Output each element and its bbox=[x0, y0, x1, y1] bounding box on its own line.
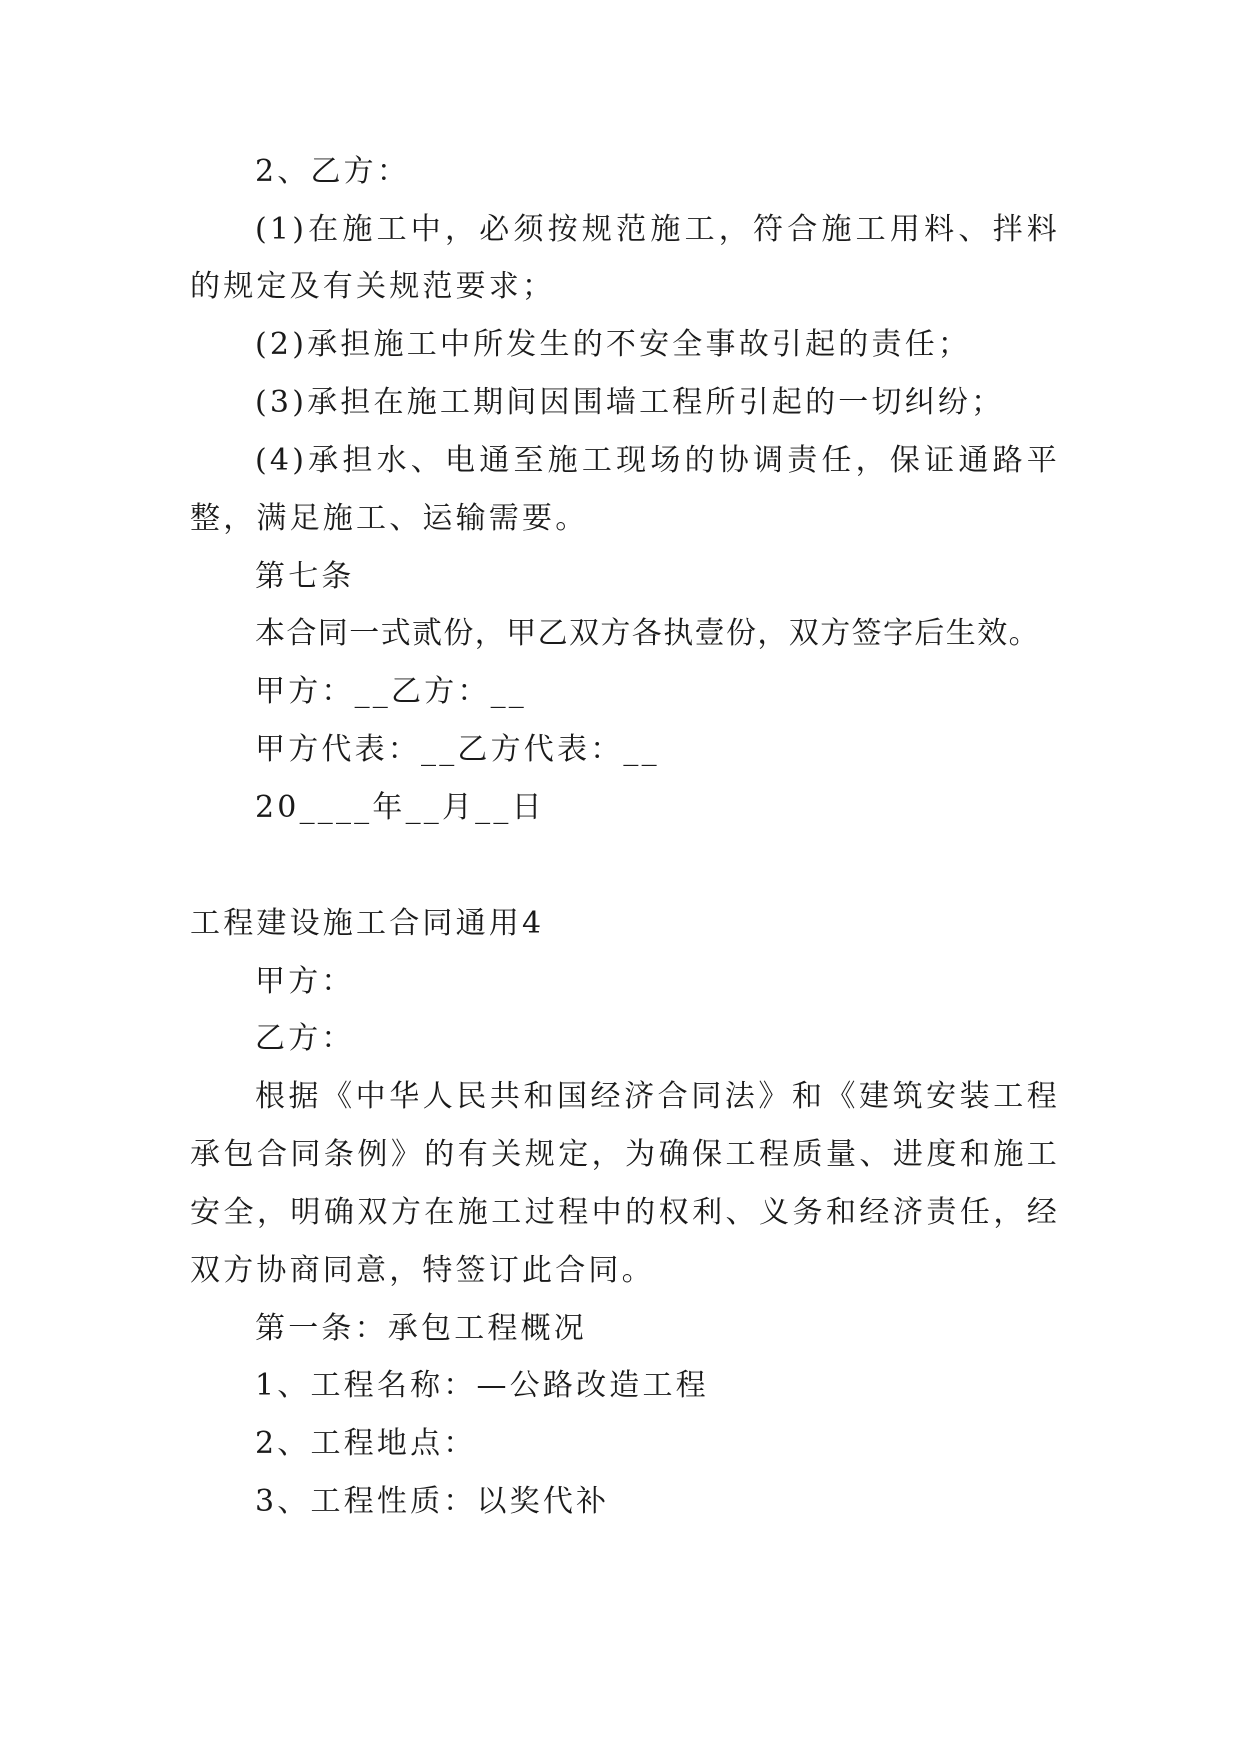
text-line: 整，满足施工、运输需要。 bbox=[190, 501, 589, 536]
party-a-label: 甲方： bbox=[255, 964, 355, 999]
text-line: (3)承担在施工期间因围墙工程所引起的一切纠纷； bbox=[255, 385, 1005, 420]
text-line: 根据《中华人民共和国经济合同法》和《建筑安装工程 bbox=[255, 1079, 1060, 1114]
text-line: 1、工程名称：—公路改造工程 bbox=[255, 1368, 709, 1403]
article-heading: 第一条：承包工程概况 bbox=[255, 1311, 587, 1346]
text-line: 承包合同条例》的有关规定，为确保工程质量、进度和施工 bbox=[190, 1137, 1060, 1172]
representative-line: 甲方代表：__乙方代表：__ bbox=[255, 732, 660, 767]
section-title: 工程建设施工合同通用4 bbox=[190, 906, 545, 941]
text-line: (2)承担施工中所发生的不安全事故引起的责任； bbox=[255, 327, 972, 362]
party-b-label: 乙方： bbox=[255, 1021, 355, 1056]
text-line: (4)承担水、电通至施工现场的协调责任，保证通路平 bbox=[255, 443, 1060, 478]
text-line: (1)在施工中，必须按规范施工，符合施工用料、拌料 bbox=[255, 212, 1060, 247]
text-line: 2、乙方： bbox=[255, 154, 411, 189]
date-line: 20____年__月__日 bbox=[255, 790, 545, 825]
text-line: 安全，明确双方在施工过程中的权利、义务和经济责任，经 bbox=[190, 1195, 1060, 1230]
text-line: 的规定及有关规范要求； bbox=[190, 269, 556, 304]
signature-line: 甲方：__乙方：__ bbox=[255, 674, 527, 709]
text-line: 3、工程性质：以奖代补 bbox=[255, 1484, 610, 1519]
text-line: 本合同一式贰份，甲乙双方各执壹份，双方签字后生效。 bbox=[255, 616, 1040, 651]
text-line: 双方协商同意，特签订此合同。 bbox=[190, 1253, 655, 1288]
text-line: 2、工程地点： bbox=[255, 1426, 477, 1461]
article-heading: 第七条 bbox=[255, 559, 355, 594]
